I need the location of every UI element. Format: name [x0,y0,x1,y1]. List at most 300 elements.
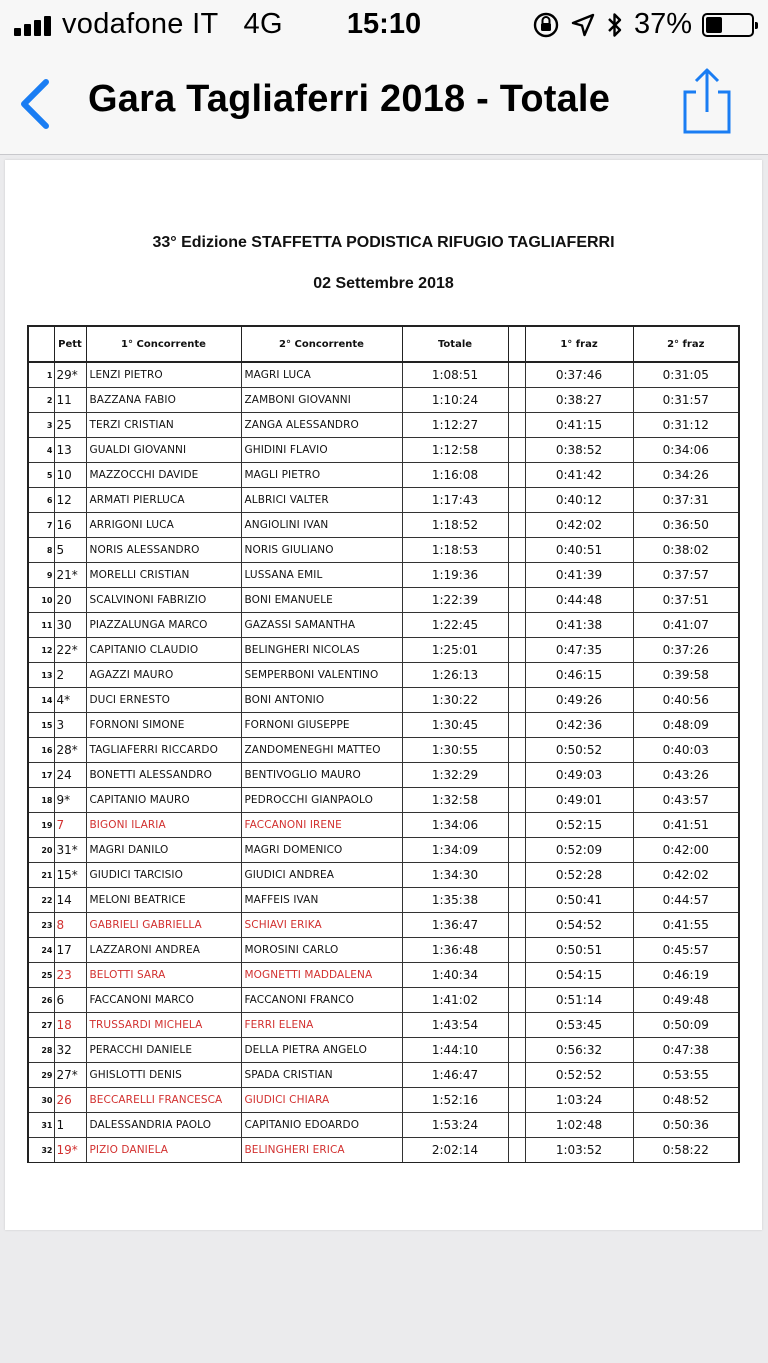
position-cell: 1 [28,362,54,388]
position-cell: 10 [28,588,54,613]
share-button[interactable] [676,66,738,136]
header-runner1: 1° Concorrente [86,326,241,362]
runner1-cell: GUALDI GIOVANNI [86,438,241,463]
table-row [28,888,739,913]
bib-cell: 1 [54,1113,86,1138]
split2-cell: 0:37:57 [633,563,739,588]
split2-cell: 0:40:03 [633,738,739,763]
total-time-cell: 1:32:29 [402,763,508,788]
runner1-cell: LENZI PIETRO [86,362,241,388]
table-row [28,388,739,413]
table-row [28,538,739,563]
table-row [28,563,739,588]
orientation-lock-icon [532,11,560,39]
bib-cell: 13 [54,438,86,463]
network-type: 4G [243,8,283,40]
gap-cell [508,663,525,688]
bib-cell: 20 [54,588,86,613]
position-cell: 9 [28,563,54,588]
split2-cell: 0:46:19 [633,963,739,988]
bib-cell: 7 [54,813,86,838]
runner2-cell: MAFFEIS IVAN [241,888,402,913]
position-cell: 16 [28,738,54,763]
runner2-cell: BONI EMANUELE [241,588,402,613]
split1-cell: 0:54:52 [525,913,633,938]
runner1-cell: PIZIO DANIELA [86,1138,241,1163]
back-button[interactable] [14,76,58,132]
runner1-cell: GIUDICI TARCISIO [86,863,241,888]
position-cell: 22 [28,888,54,913]
runner1-cell: GHISLOTTI DENIS [86,1063,241,1088]
header-split1: 1° fraz [525,326,633,362]
bib-cell: 23 [54,963,86,988]
runner2-cell: MAGRI DOMENICO [241,838,402,863]
gap-cell [508,538,525,563]
split2-cell: 0:50:09 [633,1013,739,1038]
split1-cell: 1:03:52 [525,1138,633,1163]
split2-cell: 0:41:55 [633,913,739,938]
split1-cell: 0:46:15 [525,663,633,688]
runner2-cell: MAGLI PIETRO [241,463,402,488]
bib-cell: 3 [54,713,86,738]
position-cell: 5 [28,463,54,488]
runner2-cell: CAPITANIO EDOARDO [241,1113,402,1138]
total-time-cell: 1:18:52 [402,513,508,538]
bib-cell: 6 [54,988,86,1013]
gap-cell [508,738,525,763]
split2-cell: 0:41:51 [633,813,739,838]
runner2-cell: DELLA PIETRA ANGELO [241,1038,402,1063]
runner2-cell: GIUDICI ANDREA [241,863,402,888]
runner1-cell: SCALVINONI FABRIZIO [86,588,241,613]
runner2-cell: FACCANONI FRANCO [241,988,402,1013]
total-time-cell: 2:02:14 [402,1138,508,1163]
gap-cell [508,863,525,888]
total-time-cell: 1:30:45 [402,713,508,738]
position-cell: 32 [28,1138,54,1163]
table-row [28,788,739,813]
runner2-cell: ANGIOLINI IVAN [241,513,402,538]
position-cell: 25 [28,963,54,988]
location-arrow-icon [570,12,596,38]
table-row [28,513,739,538]
split1-cell: 0:54:15 [525,963,633,988]
bib-cell: 26 [54,1088,86,1113]
runner2-cell: BELINGHERI ERICA [241,1138,402,1163]
bib-cell: 14 [54,888,86,913]
battery-percent: 37% [633,8,692,40]
position-cell: 3 [28,413,54,438]
table-row [28,763,739,788]
bib-cell: 15* [54,863,86,888]
split2-cell: 0:37:26 [633,638,739,663]
split1-cell: 0:41:15 [525,413,633,438]
bib-cell: 27* [54,1063,86,1088]
runner1-cell: MAZZOCCHI DAVIDE [86,463,241,488]
gap-cell [508,988,525,1013]
runner2-cell: MAGRI LUCA [241,362,402,388]
runner2-cell: GIUDICI CHIARA [241,1088,402,1113]
split1-cell: 0:50:51 [525,938,633,963]
gap-cell [508,763,525,788]
split2-cell: 0:48:52 [633,1088,739,1113]
bib-cell: 9* [54,788,86,813]
total-time-cell: 1:30:22 [402,688,508,713]
runner1-cell: FORNONI SIMONE [86,713,241,738]
bib-cell: 17 [54,938,86,963]
header-gap [508,326,525,362]
split1-cell: 0:52:28 [525,863,633,888]
total-time-cell: 1:12:27 [402,413,508,438]
document-title: 33° Edizione STAFFETTA PODISTICA RIFUGIO TAGLIAFERRI [152,234,615,251]
split2-cell: 0:42:02 [633,863,739,888]
battery-icon [702,13,754,37]
split2-cell: 0:37:51 [633,588,739,613]
position-cell: 19 [28,813,54,838]
bib-cell: 30 [54,613,86,638]
split2-cell: 0:44:57 [633,888,739,913]
table-row [28,362,739,388]
split2-cell: 0:31:12 [633,413,739,438]
carrier-label: vodafone IT 4G [62,8,283,40]
runner2-cell: BONI ANTONIO [241,688,402,713]
runner2-cell: FACCANONI IRENE [241,813,402,838]
gap-cell [508,963,525,988]
gap-cell [508,1013,525,1038]
gap-cell [508,563,525,588]
total-time-cell: 1:08:51 [402,362,508,388]
runner1-cell: PERACCHI DANIELE [86,1038,241,1063]
status-time: 15:10 [346,8,422,40]
position-cell: 15 [28,713,54,738]
runner2-cell: PEDROCCHI GIANPAOLO [241,788,402,813]
split1-cell: 0:44:48 [525,588,633,613]
runner1-cell: TRUSSARDI MICHELA [86,1013,241,1038]
runner1-cell: CAPITANIO MAURO [86,788,241,813]
split2-cell: 0:43:26 [633,763,739,788]
gap-cell [508,513,525,538]
total-time-cell: 1:18:53 [402,538,508,563]
gap-cell [508,588,525,613]
runner2-cell: SPADA CRISTIAN [241,1063,402,1088]
split1-cell: 0:38:52 [525,438,633,463]
gap-cell [508,688,525,713]
total-time-cell: 1:16:08 [402,463,508,488]
gap-cell [508,813,525,838]
runner1-cell: ARRIGONI LUCA [86,513,241,538]
split2-cell: 0:37:31 [633,488,739,513]
position-cell: 20 [28,838,54,863]
table-row [28,438,739,463]
runner1-cell: TERZI CRISTIAN [86,413,241,438]
split2-cell: 0:42:00 [633,838,739,863]
table-row [28,638,739,663]
runner2-cell: SCHIAVI ERIKA [241,913,402,938]
total-time-cell: 1:12:58 [402,438,508,463]
bib-cell: 8 [54,913,86,938]
split1-cell: 0:41:39 [525,563,633,588]
position-cell: 14 [28,688,54,713]
runner1-cell: PIAZZALUNGA MARCO [86,613,241,638]
split2-cell: 0:40:56 [633,688,739,713]
runner1-cell: BIGONI ILARIA [86,813,241,838]
runner2-cell: BENTIVOGLIO MAURO [241,763,402,788]
gap-cell [508,1038,525,1063]
runner1-cell: BECCARELLI FRANCESCA [86,1088,241,1113]
runner1-cell: GABRIELI GABRIELLA [86,913,241,938]
split1-cell: 0:52:15 [525,813,633,838]
runner1-cell: DUCI ERNESTO [86,688,241,713]
runner2-cell: FORNONI GIUSEPPE [241,713,402,738]
table-row [28,938,739,963]
split1-cell: 0:42:02 [525,513,633,538]
runner2-cell: BELINGHERI NICOLAS [241,638,402,663]
total-time-cell: 1:36:48 [402,938,508,963]
split2-cell: 0:34:26 [633,463,739,488]
table-row [28,988,739,1013]
runner2-cell: ZAMBONI GIOVANNI [241,388,402,413]
bib-cell: 21* [54,563,86,588]
gap-cell [508,413,525,438]
split1-cell: 0:40:51 [525,538,633,563]
position-cell: 29 [28,1063,54,1088]
bib-cell: 10 [54,463,86,488]
split1-cell: 0:50:52 [525,738,633,763]
runner1-cell: BAZZANA FABIO [86,388,241,413]
bib-cell: 16 [54,513,86,538]
bib-cell: 29* [54,362,86,388]
runner1-cell: DALESSANDRIA PAOLO [86,1113,241,1138]
runner1-cell: LAZZARONI ANDREA [86,938,241,963]
bib-cell: 19* [54,1138,86,1163]
total-time-cell: 1:22:45 [402,613,508,638]
gap-cell [508,838,525,863]
runner1-cell: FACCANONI MARCO [86,988,241,1013]
bluetooth-icon [606,11,624,39]
total-time-cell: 1:30:55 [402,738,508,763]
bib-cell: 25 [54,413,86,438]
share-icon [676,66,738,136]
runner1-cell: TAGLIAFERRI RICCARDO [86,738,241,763]
split1-cell: 0:49:01 [525,788,633,813]
total-time-cell: 1:26:13 [402,663,508,688]
total-time-cell: 1:41:02 [402,988,508,1013]
runner2-cell: FERRI ELENA [241,1013,402,1038]
total-time-cell: 1:35:38 [402,888,508,913]
total-time-cell: 1:34:06 [402,813,508,838]
split2-cell: 0:31:05 [633,362,739,388]
bib-cell: 31* [54,838,86,863]
gap-cell [508,713,525,738]
total-time-cell: 1:53:24 [402,1113,508,1138]
gap-cell [508,1088,525,1113]
runner2-cell: MOGNETTI MADDALENA [241,963,402,988]
gap-cell [508,488,525,513]
split1-cell: 0:52:52 [525,1063,633,1088]
split1-cell: 0:47:35 [525,638,633,663]
table-row [28,863,739,888]
table-row [28,413,739,438]
total-time-cell: 1:40:34 [402,963,508,988]
position-cell: 24 [28,938,54,963]
gap-cell [508,463,525,488]
gap-cell [508,1138,525,1163]
runner2-cell: ZANGA ALESSANDRO [241,413,402,438]
split2-cell: 0:58:22 [633,1138,739,1163]
table-row [28,588,739,613]
runner2-cell: LUSSANA EMIL [241,563,402,588]
table-row [28,838,739,863]
runner2-cell: GHIDINI FLAVIO [241,438,402,463]
runner2-cell: GAZASSI SAMANTHA [241,613,402,638]
position-cell: 2 [28,388,54,413]
position-cell: 30 [28,1088,54,1113]
position-cell: 4 [28,438,54,463]
total-time-cell: 1:44:10 [402,1038,508,1063]
split1-cell: 0:50:41 [525,888,633,913]
header-runner2: 2° Concorrente [241,326,402,362]
navigation-bar [0,52,768,155]
total-time-cell: 1:17:43 [402,488,508,513]
bib-cell: 18 [54,1013,86,1038]
split1-cell: 0:37:46 [525,362,633,388]
position-cell: 6 [28,488,54,513]
table-row [28,713,739,738]
table-header-row [28,326,739,362]
position-cell: 28 [28,1038,54,1063]
split1-cell: 1:03:24 [525,1088,633,1113]
runner1-cell: MELONI BEATRICE [86,888,241,913]
split2-cell: 0:50:36 [633,1113,739,1138]
split2-cell: 0:38:02 [633,538,739,563]
position-cell: 17 [28,763,54,788]
table-row [28,1038,739,1063]
position-cell: 12 [28,638,54,663]
total-time-cell: 1:10:24 [402,388,508,413]
split1-cell: 0:42:36 [525,713,633,738]
bib-cell: 24 [54,763,86,788]
split1-cell: 0:49:03 [525,763,633,788]
total-time-cell: 1:36:47 [402,913,508,938]
runner2-cell: MOROSINI CARLO [241,938,402,963]
table-row [28,663,739,688]
total-time-cell: 1:43:54 [402,1013,508,1038]
table-row [28,813,739,838]
table-row [28,463,739,488]
position-cell: 23 [28,913,54,938]
runner1-cell: CAPITANIO CLAUDIO [86,638,241,663]
total-time-cell: 1:46:47 [402,1063,508,1088]
document-date: 02 Settembre 2018 [313,275,454,292]
runner2-cell: SEMPERBONI VALENTINO [241,663,402,688]
bib-cell: 4* [54,688,86,713]
runner2-cell: ZANDOMENEGHI MATTEO [241,738,402,763]
split1-cell: 0:49:26 [525,688,633,713]
bib-cell: 12 [54,488,86,513]
results-table [27,325,740,1163]
gap-cell [508,913,525,938]
total-time-cell: 1:25:01 [402,638,508,663]
split2-cell: 0:49:48 [633,988,739,1013]
gap-cell [508,438,525,463]
total-time-cell: 1:32:58 [402,788,508,813]
split2-cell: 0:39:58 [633,663,739,688]
split2-cell: 0:53:55 [633,1063,739,1088]
split1-cell: 0:40:12 [525,488,633,513]
runner1-cell: NORIS ALESSANDRO [86,538,241,563]
table-row [28,1088,739,1113]
gap-cell [508,613,525,638]
total-time-cell: 1:22:39 [402,588,508,613]
table-row [28,488,739,513]
table-row [28,1013,739,1038]
bib-cell: 22* [54,638,86,663]
status-bar [0,0,768,52]
split1-cell: 0:56:32 [525,1038,633,1063]
position-cell: 21 [28,863,54,888]
split2-cell: 0:43:57 [633,788,739,813]
total-time-cell: 1:19:36 [402,563,508,588]
split2-cell: 0:36:50 [633,513,739,538]
table-row [28,1113,739,1138]
split2-cell: 0:47:38 [633,1038,739,1063]
table-row [28,1063,739,1088]
gap-cell [508,362,525,388]
position-cell: 27 [28,1013,54,1038]
header-bib: Pett [54,326,86,362]
table-row [28,963,739,988]
position-cell: 26 [28,988,54,1013]
position-cell: 8 [28,538,54,563]
header-split2: 2° fraz [633,326,739,362]
gap-cell [508,1113,525,1138]
gap-cell [508,1063,525,1088]
status-right-group [532,8,754,41]
gap-cell [508,638,525,663]
bib-cell: 5 [54,538,86,563]
split2-cell: 0:34:06 [633,438,739,463]
split1-cell: 0:53:45 [525,1013,633,1038]
gap-cell [508,388,525,413]
gap-cell [508,938,525,963]
split1-cell: 0:52:09 [525,838,633,863]
runner2-cell: ALBRICI VALTER [241,488,402,513]
page-title: Gara Tagliaferri 2018 - Totale [88,78,611,120]
position-cell: 11 [28,613,54,638]
split1-cell: 1:02:48 [525,1113,633,1138]
table-row [28,688,739,713]
chevron-left-icon [14,76,58,132]
bib-cell: 32 [54,1038,86,1063]
bib-cell: 11 [54,388,86,413]
split2-cell: 0:45:57 [633,938,739,963]
runner2-cell: NORIS GIULIANO [241,538,402,563]
split2-cell: 0:48:09 [633,713,739,738]
split2-cell: 0:31:57 [633,388,739,413]
runner1-cell: MAGRI DANILO [86,838,241,863]
gap-cell [508,788,525,813]
runner1-cell: ARMATI PIERLUCA [86,488,241,513]
split1-cell: 0:38:27 [525,388,633,413]
runner1-cell: BONETTI ALESSANDRO [86,763,241,788]
position-cell: 31 [28,1113,54,1138]
runner1-cell: BELOTTI SARA [86,963,241,988]
runner1-cell: AGAZZI MAURO [86,663,241,688]
header-position [28,326,54,362]
split2-cell: 0:41:07 [633,613,739,638]
total-time-cell: 1:52:16 [402,1088,508,1113]
document-page[interactable] [5,160,762,1230]
